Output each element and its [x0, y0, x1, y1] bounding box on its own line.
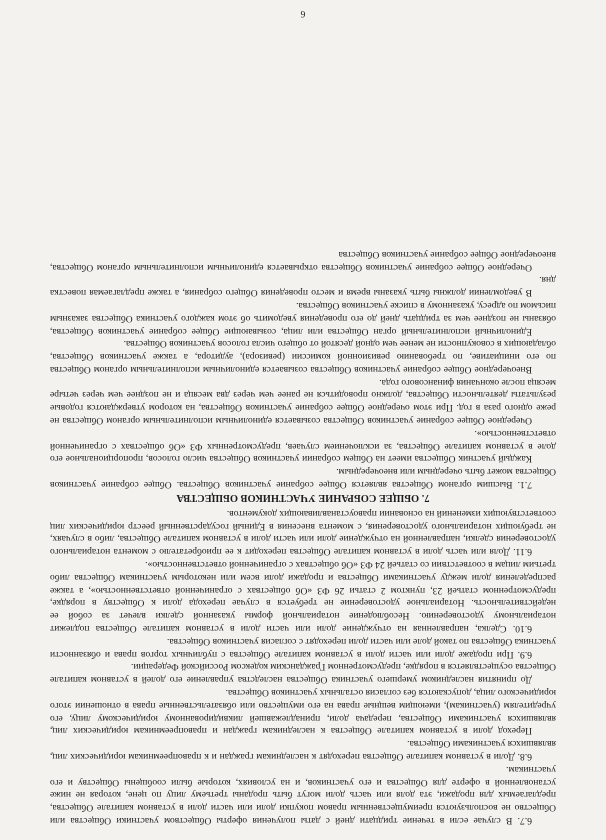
page-content	[50, 247, 556, 826]
paragraph-7-1: 7.1. Высшим органом Общества является Общее собрание участников Общества. Общее собрание участников Общества может быть очередным или внеочередным.	[50, 466, 556, 491]
paragraph-6-10: 6.10. Сделка, направленная на отчуждение доли или части доли в уставном капитале Общества подлежит нотариальному удостоверению. Несоблюдение нотариальной формы указанной сделки влечет за собой ее недействительность. Нотариальное удостоверение не требуется в случае перехода доли к Обществу в порядке, предусмотренном статьей 23, пунктом 2 статьи 26 ФЗ «Об обществах с ограниченной ответственностью», а также распределения доли между участниками Общества и продажи доли всем или некоторым участникам Общества либо третьим лицам в соответствии со статьей 24 ФЗ «Об обществах с ограниченной ответственностью».	[50, 559, 556, 635]
paragraph-6-11: 6.11. Доля или часть доли в уставном капитале Общества переходит к ее приобретателю с момента нотариального удостоверения сделки, направленной на отчуждение доли или части доли в уставном капитале Общества, либо в случаях, не требующих нотариального удостоверения, с момента внесения в Единый государственный реестр юридических лиц соответствующих изменений на основании правоустанавливающих документов.	[50, 507, 556, 558]
paragraph-6-8: 6.8. Доли в уставном капитале Общества переходят к наследникам граждан и к правопреемникам юридических лиц, являвшихся участниками Общества.	[50, 738, 556, 763]
paragraph: Очередное Общее собрание участников Общества созывается единоличным исполнительным органом Общества не реже одного раза в год. При этом очередное Общее собрание участников Общества, на котором утверждаются годовые результаты деятельности Общества, должно проводиться не ранее чем через два месяца и не позднее чем через четыре месяца после окончания финансового года.	[50, 376, 556, 427]
paragraph: В уведомлении должны быть указаны время и место проведения Общего собрания, а также предлагаемая повестка дня.	[50, 274, 556, 299]
paragraph: Каждый участник Общества имеет на Общем собрании участников Общества число голосов, пропорциональное его доле в уставном капитале Общества, за исключением случаев, предусмотренных ФЗ «Об обществах с ограниченной ответственностью».	[50, 427, 556, 465]
paragraph: Переход доли в уставном капитале Общества к наследникам граждан и правопреемникам юридических лиц, являвшихся участниками Общества, передача доли, принадлежавшей ликвидированному юридическому лицу, его учредителям (участникам), имеющим вещные права на его имущество или обязательственные права в отношении этого юридического лица, допускаются без согласия остальных участников Общества.	[50, 687, 556, 737]
paragraph: Внеочередное Общее собрание участников Общества созывается единоличным исполнительным органом Общества по его инициативе, по требованию ревизионной комиссии (ревизора), аудитора, а также участников Общества, обладающих в совокупности не менее чем одной десятой от общего числа голосов участников Общества.	[50, 338, 556, 375]
paragraph: До принятия наследником умершего участника Общества наследства управление его долей в уставном капитале Общества осуществляется в порядке, предусмотренном Гражданским кодексом Российской Федерации.	[50, 661, 556, 686]
paragraph: Единоличный исполнительный орган Общества или лица, созывающие Общее собрание участников Общества, обязаны не позднее чем за тридцать дней до его проведения уведомить об этом каждого участника Общества заказным письмом по адресу, указанному в списке участников Общества.	[50, 299, 556, 337]
paragraph-6-7: 6.7. В случае если в течение тридцати дней с даты получения оферты Обществом участники Общества или Общество не воспользуются преимущественным правом покупки доли или части доли в уставном капитале Общества, предлагаемых для продажи, эта доля или часть доли могут быть проданы третьему лицу по цене, которая не ниже установленной в оферте для Общества и его участников, и на условиях, которые были сообщены Обществу и его участникам.	[50, 763, 556, 826]
page-number: 6	[300, 8, 306, 19]
section-heading: 7. ОБЩЕЕ СОБРАНИЕ УЧАСТНИКОВ ОБЩЕСТВА	[176, 492, 430, 504]
paragraph: Очередное Общее собрание участников Общества открывается единоличным исполнительным органом Общества, внеочередное Общее собрание участников Общества	[50, 248, 556, 273]
paragraph-6-9: 6.9. При продаже доли или части доли в уставном капитале Общества с публичных торгов права и обязанности участника Общества по такой доле или части доли переходят с согласия участников Общества.	[50, 635, 556, 660]
